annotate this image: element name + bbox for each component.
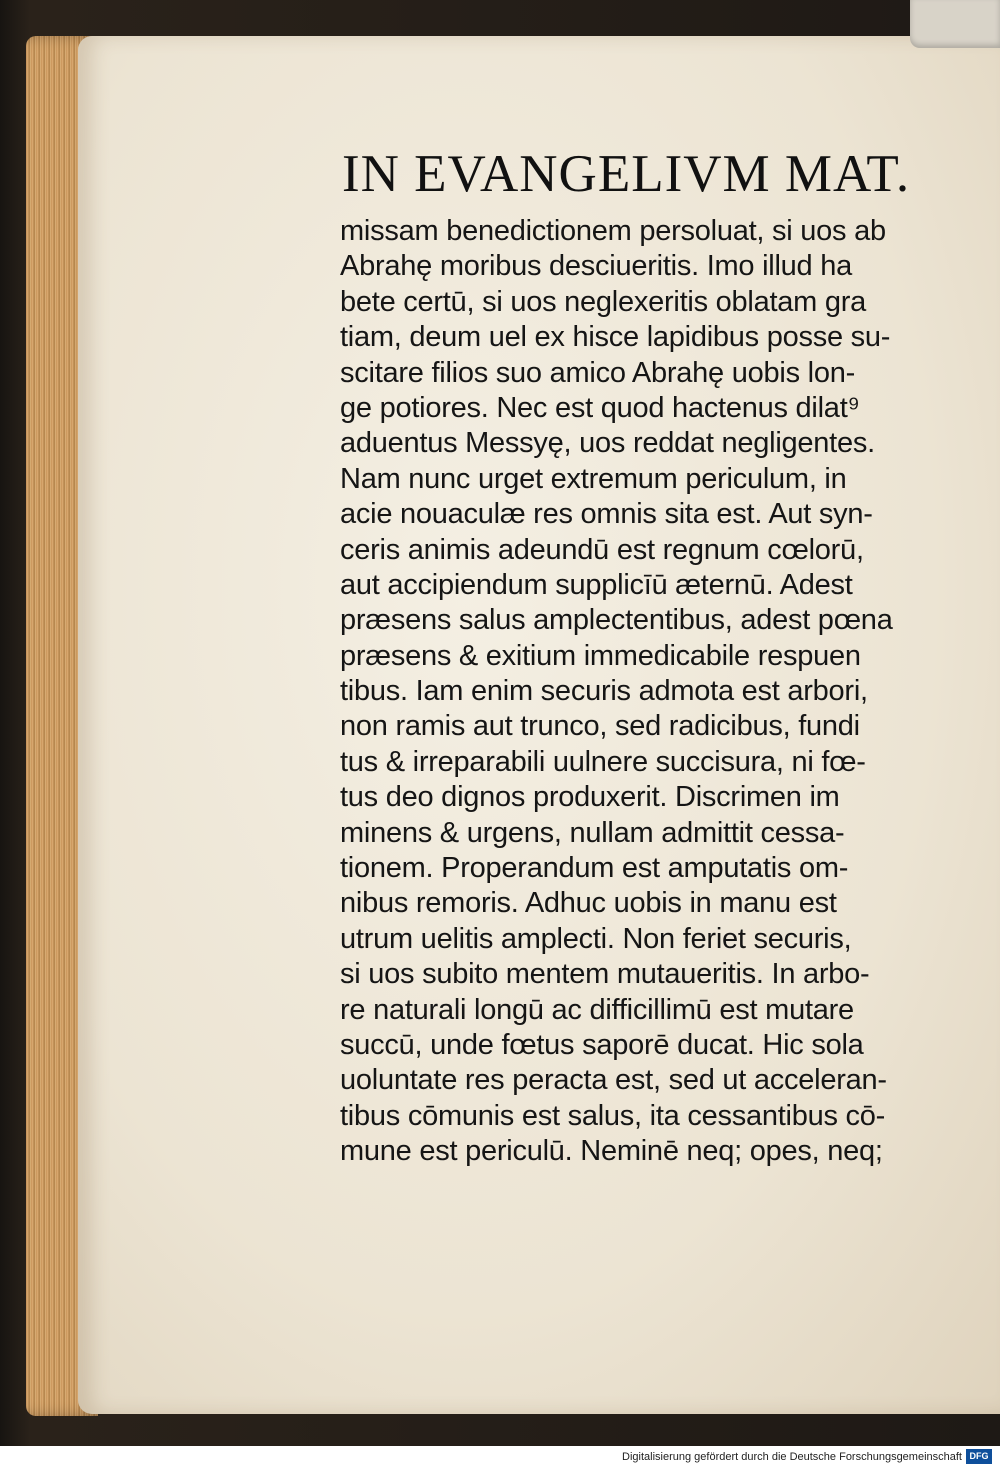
text-line-11: aut accipiendum supplicīū æternū. Adest bbox=[340, 568, 853, 601]
dfg-logo: DFG bbox=[966, 1449, 992, 1464]
text-line-19: tionem. Properandum est amputatis om- bbox=[340, 852, 849, 885]
text-line-15: non ramis aut trunco, sed radicibus, fundi bbox=[340, 710, 860, 743]
text-line-7: aduentus Messyę, uos reddat negligentes. bbox=[340, 427, 875, 460]
footer-strip bbox=[0, 1446, 1000, 1468]
text-line-8: Nam nunc urget extremum periculum, in bbox=[340, 462, 847, 495]
text-line-12: præsens salus amplectentibus, adest pœna bbox=[340, 604, 893, 637]
text-line-25: uoluntate res peracta est, sed ut acceleran- bbox=[340, 1064, 887, 1097]
text-line-17: tus deo dignos produxerit. Discrimen im bbox=[340, 781, 840, 814]
text-line-24: succū, unde fœtus saporē ducat. Hic sola bbox=[340, 1028, 864, 1061]
text-line-13: præsens & exitium immedicabile respuen bbox=[340, 639, 861, 672]
text-line-21: utrum uelitis amplecti. Non feriet securis, bbox=[340, 922, 852, 955]
page-corner-damage bbox=[910, 0, 1000, 48]
text-line-1: missam benedictionem persoluat, si uos ab bbox=[340, 215, 886, 247]
text-line-22: si uos subito mentem mutaueritis. In arbo- bbox=[340, 958, 870, 991]
text-line-27: mune est periculū. Neminē neq; opes, neq; bbox=[340, 1135, 883, 1168]
text-line-26: tibus cōmunis est salus, ita cessantibus cō- bbox=[340, 1099, 886, 1132]
text-line-6: ge potiores. Nec est quod hactenus dilat⁹ bbox=[340, 391, 860, 424]
text-line-18: minens & urgens, nullam admittit cessa- bbox=[340, 816, 845, 849]
text-line-20: nibus remoris. Adhuc uobis in manu est bbox=[340, 887, 837, 920]
text-line-16: tus & irreparabili uulnere succisura, ni fœ- bbox=[340, 745, 866, 778]
text-line-14: tibus. Iam enim securis admota est arbori, bbox=[340, 675, 868, 708]
text-line-9: acie nouaculæ res omnis sita est. Aut syn- bbox=[340, 498, 873, 531]
text-line-4: tiam, deum uel ex hisce lapidibus posse su- bbox=[340, 321, 891, 354]
text-line-23: re naturali longū ac difficillimū est mutare bbox=[340, 993, 854, 1026]
running-head: IN EVANGELIVM MAT. bbox=[342, 145, 911, 203]
digitization-credit: Digitalisierung gefördert durch die Deutsche Forschungsgemeinschaft bbox=[622, 1451, 962, 1463]
text-line-3: bete certū, si uos neglexeritis oblatam gra bbox=[340, 285, 867, 318]
latin-text-block bbox=[340, 214, 930, 1170]
text-line-5: scitare filios suo amico Abrahę uobis lon- bbox=[340, 356, 855, 389]
text-line-2: Abrahę moribus desciueritis. Imo illud ha bbox=[340, 250, 852, 283]
text-line-10: ceris animis adeundū est regnum cœlorū, bbox=[340, 533, 864, 566]
